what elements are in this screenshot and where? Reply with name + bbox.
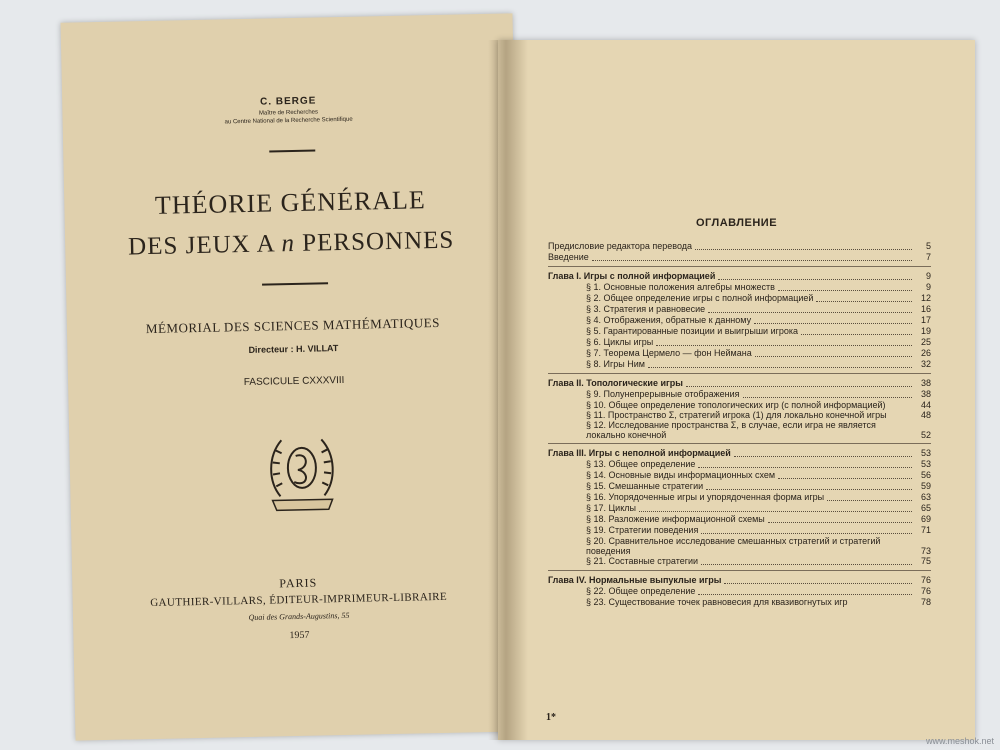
section-title: § 16. Упорядоченные игры и упорядоченная форма игры — [586, 492, 825, 502]
section-title: § 9. Полунепрерывные отображения — [586, 389, 740, 399]
toc-page-number: 19 — [920, 326, 931, 336]
toc-page-number: 48 — [920, 410, 931, 420]
toc-section — [548, 304, 931, 315]
toc-heading: ОГЛАВЛЕНИЕ — [695, 217, 778, 229]
divider-middle — [262, 282, 328, 285]
toc-page-number: 71 — [920, 525, 931, 535]
toc-page-number: 53 — [920, 448, 931, 458]
divider-top — [269, 150, 315, 153]
table-of-contents — [548, 241, 931, 607]
section-title: § 1. Основные положения алгебры множеств — [586, 282, 775, 292]
toc-section — [548, 282, 931, 293]
section-title: § 13. Общее определение — [586, 459, 696, 469]
toc-page-number: 16 — [920, 304, 931, 314]
chapter-title: Глава III. Игры с неполной информацией — [548, 448, 731, 458]
title-part-n: n — [281, 229, 296, 258]
toc-chapter-3 — [548, 448, 931, 459]
section-title: § 22. Общее определение — [586, 586, 696, 596]
toc-page-number: 76 — [920, 586, 931, 596]
toc-page-number: 9 — [925, 271, 931, 281]
toc-section — [548, 348, 931, 359]
section-title: § 19. Стратегии поведения — [586, 525, 699, 535]
publisher-city: PARIS — [279, 575, 318, 591]
section-title: § 21. Составные стратегии — [586, 556, 699, 566]
author-role-line-1: Maître de Recherches — [258, 109, 319, 117]
section-title: § 3. Стратегия и равновесие — [586, 304, 706, 314]
toc-page-number: 9 — [925, 282, 931, 292]
section-title: § 11. Пространство Σ, стратегий игрока (1) для локально конечной игры — [586, 410, 887, 420]
publisher-name: GAUTHIER-VILLARS, ÉDITEUR-IMPRIMEUR-LIBRAIRE — [150, 590, 448, 610]
toc-page-number: 78 — [920, 597, 931, 607]
toc-section — [548, 503, 931, 514]
toc-page-number: 38 — [920, 378, 931, 388]
toc-section — [548, 514, 931, 525]
section-title: § 5. Гарантированные позиции и выигрыши игрока — [586, 326, 799, 336]
toc-section — [548, 536, 931, 556]
section-title: § 4. Отображения, обратные к данному — [586, 315, 752, 325]
toc-section — [548, 420, 931, 440]
toc-chapter-4 — [548, 575, 931, 586]
section-title: § 20. Сравнительное исследование смешанных стратегий и стратегий поведения — [586, 536, 881, 556]
toc-page-number: 7 — [925, 252, 931, 262]
chapter-title: Глава IV. Нормальные выпуклые игры — [548, 575, 722, 585]
publication-year: 1957 — [289, 629, 310, 642]
toc-page-number: 59 — [920, 481, 931, 491]
title-part-b: PERSONNES — [294, 226, 455, 257]
toc-entry-text: Предисловие редактора перевода — [548, 241, 693, 251]
watermark: www.meshok.net — [925, 736, 994, 746]
toc-section — [548, 337, 931, 348]
toc-page-number: 53 — [920, 459, 931, 469]
section-title: § 2. Общее определение игры с полной информацией — [586, 293, 814, 303]
toc-section — [548, 525, 931, 536]
toc-page-number: 32 — [920, 359, 931, 369]
publisher-emblem-icon — [261, 425, 343, 517]
toc-page-number: 25 — [920, 337, 931, 347]
toc-section — [548, 586, 931, 597]
section-title: § 10. Общее определение топологических игр (с полной информацией) — [586, 400, 886, 410]
toc-section — [548, 597, 931, 607]
section-title: § 17. Циклы — [586, 503, 636, 513]
toc-section — [548, 400, 931, 410]
toc-section — [548, 359, 931, 370]
chapter-title: Глава I. Игры с полной информацией — [548, 271, 716, 281]
toc-page-number: 5 — [925, 241, 931, 251]
series-name: MÉMORIAL DES SCIENCES MATHÉMATIQUES — [145, 314, 441, 337]
publisher-address: Quai des Grands-Augustins, 55 — [248, 610, 350, 623]
section-title: § 23. Существование точек равновесия для квазивогнутых игр — [586, 597, 848, 607]
toc-page-number: 38 — [920, 389, 931, 399]
toc-section — [548, 470, 931, 481]
toc-section — [548, 410, 931, 420]
toc-page-number: 63 — [920, 492, 931, 502]
title-part-a: DES JEUX A — [127, 230, 282, 261]
toc-page-number: 17 — [920, 315, 931, 325]
toc-page-number: 12 — [920, 293, 931, 303]
section-title: § 6. Циклы игры — [586, 337, 654, 347]
book-spine-shadow — [488, 40, 528, 740]
section-title: § 18. Разложение информационной схемы — [586, 514, 765, 524]
toc-page-number: 26 — [920, 348, 931, 358]
toc-chapter-2 — [548, 378, 931, 389]
toc-chapter-1 — [548, 271, 931, 282]
author-role-line-2: au Centre National de la Recherche Scientifique — [224, 116, 353, 126]
section-title: § 15. Смешанные стратегии — [586, 481, 704, 491]
toc-page-number: 75 — [920, 556, 931, 566]
chapter-title: Глава II. Топологические игры — [548, 378, 683, 388]
toc-section — [548, 326, 931, 337]
toc-page-number: 56 — [920, 470, 931, 480]
toc-entry-preface — [548, 241, 931, 252]
toc-page-number: 73 — [920, 546, 931, 556]
toc-section — [548, 389, 931, 400]
toc-section — [548, 492, 931, 503]
book-title-line-1: THÉORIE GÉNÉRALE — [154, 185, 427, 220]
series-director: Directeur : H. VILLAT — [248, 343, 339, 355]
section-title: § 12. Исследование пространства Σ, в случае, если игра не является локально конечной — [586, 420, 876, 440]
book-title-line-2 — [65, 225, 517, 262]
left-page — [61, 13, 528, 740]
section-title: § 8. Игры Ним — [586, 359, 645, 369]
toc-entry-intro — [548, 252, 931, 263]
author-name: C. BERGE — [259, 95, 317, 108]
toc-section — [548, 556, 931, 567]
section-title: § 7. Теорема Цермело — фон Неймана — [586, 348, 752, 358]
toc-section — [548, 481, 931, 492]
toc-section — [548, 293, 931, 304]
section-title: § 14. Основные виды информационных схем — [586, 470, 776, 480]
signature-mark: 1* — [546, 712, 556, 723]
toc-entry-text: Введение — [548, 252, 589, 262]
right-page — [498, 40, 975, 740]
fascicule-number: FASCICULE CXXXVIII — [243, 374, 345, 389]
toc-section — [548, 459, 931, 470]
toc-page-number: 69 — [920, 514, 931, 524]
toc-page-number: 52 — [920, 430, 931, 440]
toc-page-number: 65 — [920, 503, 931, 513]
toc-page-number: 44 — [920, 400, 931, 410]
toc-page-number: 76 — [920, 575, 931, 585]
toc-section — [548, 315, 931, 326]
